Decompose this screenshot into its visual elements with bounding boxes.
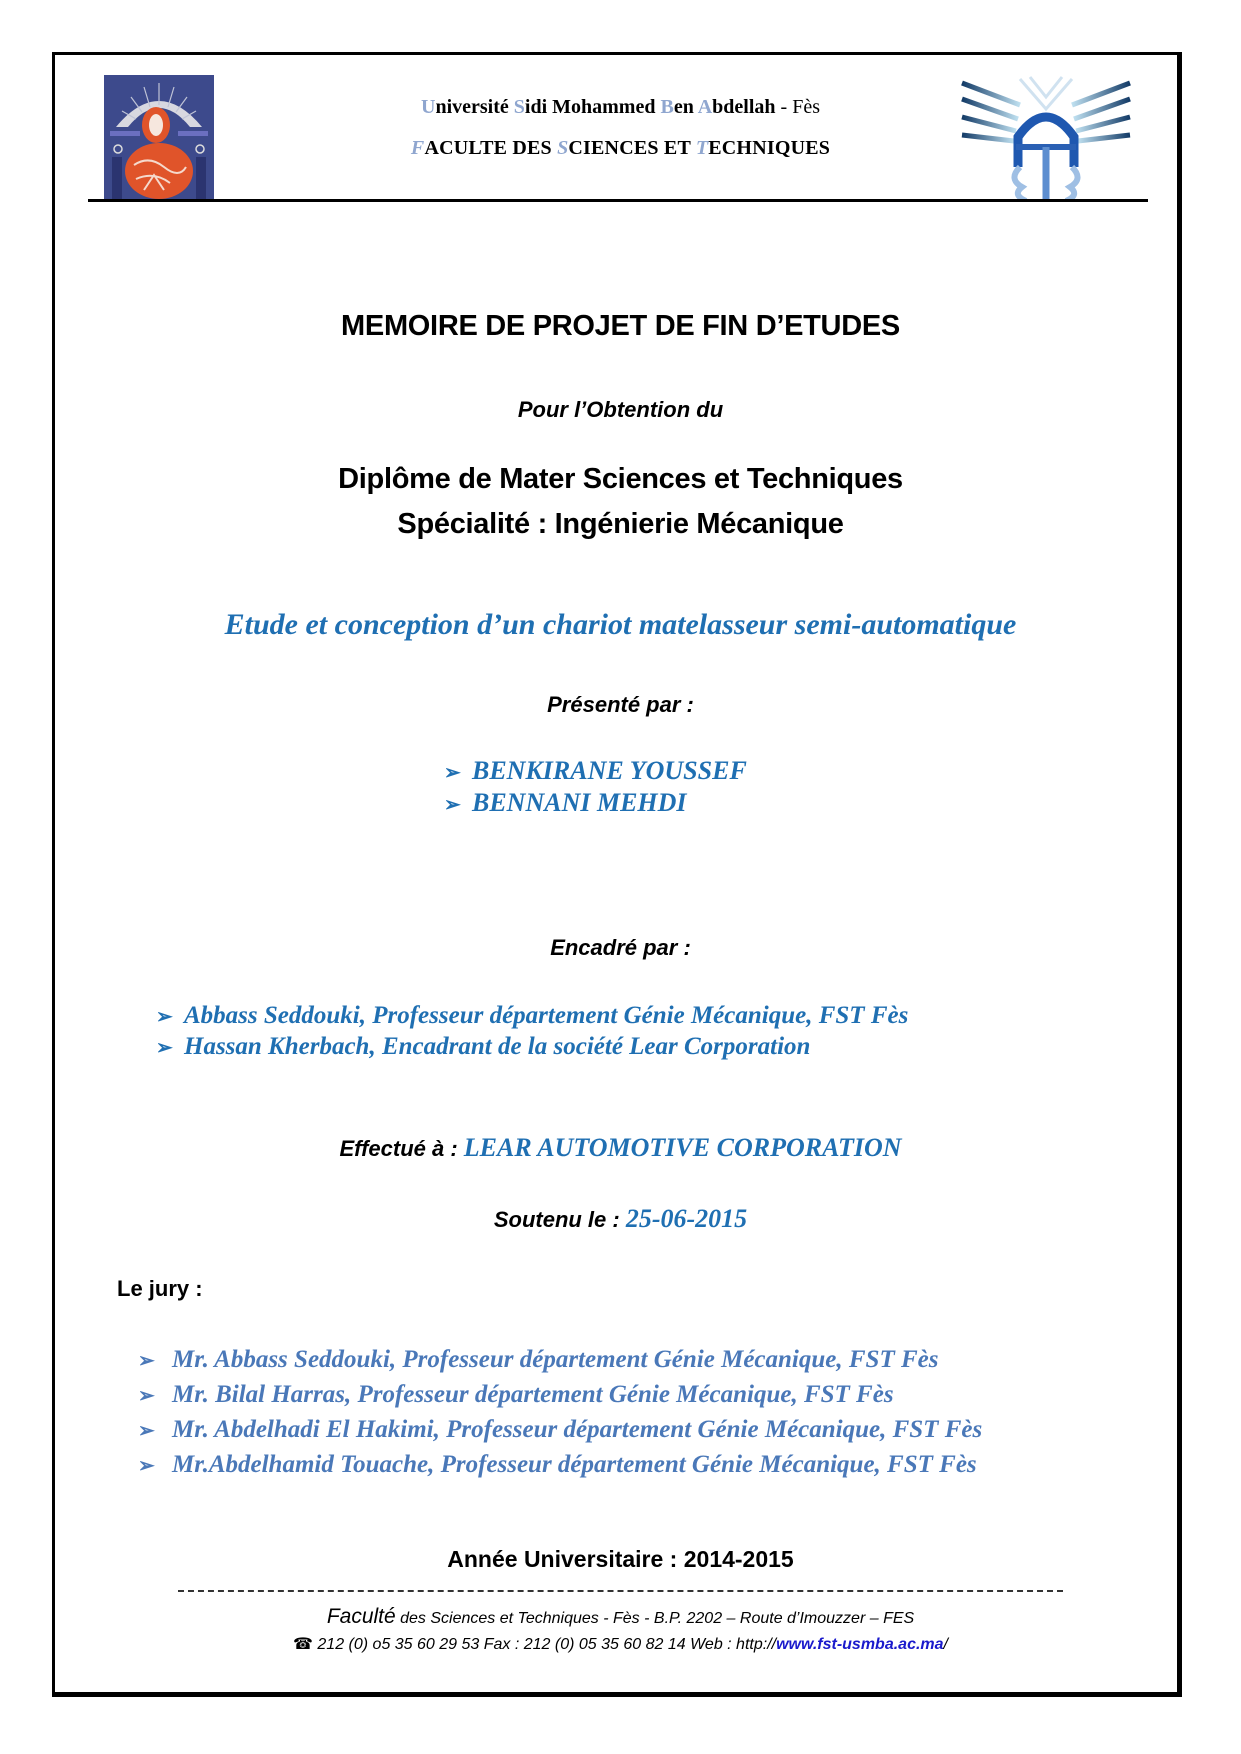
- subtitle: Pour l’Obtention du: [517, 397, 724, 422]
- arrow-bullet-icon: ➢: [156, 1037, 173, 1059]
- company-name: LEAR AUTOMOTIVE CORPORATION: [463, 1133, 902, 1162]
- jury-member: Mr. Bilal Harras, Professeur département Génie Mécanique, FST Fès: [172, 1381, 894, 1408]
- footer-address: Faculté des Sciences et Techniques - Fès - B.P. 2202 – Route d’Imouzzer – FES: [326, 1605, 915, 1628]
- footer-divider: [178, 1590, 1063, 1592]
- arrow-bullet-icon: ➢: [138, 1385, 155, 1407]
- jury-member: Mr.Abdelhamid Touache, Professeur département Génie Mécanique, FST Fès: [172, 1451, 977, 1478]
- arrow-bullet-icon: ➢: [138, 1350, 155, 1372]
- university-name: Université Sidi Mohammed Ben Abdellah - Fès: [421, 96, 820, 118]
- list-item: [138, 1378, 982, 1413]
- jury-label: Le jury :: [117, 1276, 203, 1301]
- jury-list: [138, 1343, 982, 1483]
- website-link[interactable]: www.fst-usmba.ac.ma: [776, 1636, 944, 1653]
- jury-member: Mr. Abdelhadi El Hakimi, Professeur département Génie Mécanique, FST Fès: [172, 1416, 983, 1443]
- supervisors-list: [156, 1002, 908, 1061]
- project-title: Etude et conception d’un chariot matelasseur semi-automatique: [224, 608, 1017, 641]
- performed-at: Effectué à : LEAR AUTOMOTIVE CORPORATION: [339, 1133, 902, 1162]
- list-item: [138, 1448, 982, 1483]
- header-rule: [88, 199, 1148, 202]
- footer-contact: ☎ 212 (0) o5 35 60 29 53 Fax : 212 (0) 05 35 60 82 14 Web : http://www.fst-usmba.ac.ma/: [293, 1636, 948, 1653]
- list-item: [156, 1033, 908, 1061]
- faculty-name: FACULTE DES SCIENCES ET TECHNIQUES: [410, 137, 831, 159]
- phone-icon: ☎: [293, 1636, 313, 1653]
- supervisor-name: Abbass Seddouki, Professeur département Génie Mécanique, FST Fès: [184, 1002, 909, 1029]
- arrow-bullet-icon: ➢: [444, 794, 461, 816]
- supervised-by-label: Encadré par :: [550, 935, 691, 960]
- supervisor-name: Hassan Kherbach, Encadrant de la société Lear Corporation: [184, 1033, 811, 1060]
- list-item: [156, 1002, 908, 1030]
- jury-member: Mr. Abbass Seddouki, Professeur département Génie Mécanique, FST Fès: [172, 1346, 939, 1373]
- arrow-bullet-icon: ➢: [444, 762, 461, 784]
- arrow-bullet-icon: ➢: [138, 1455, 155, 1477]
- arrow-bullet-icon: ➢: [156, 1006, 173, 1028]
- arrow-bullet-icon: ➢: [138, 1420, 155, 1442]
- academic-year: Année Universitaire : 2014-2015: [447, 1546, 794, 1572]
- document-title: MEMOIRE DE PROJET DE FIN D’ETUDES: [341, 310, 900, 342]
- defense-date: Soutenu le : 25-06-2015: [493, 1204, 748, 1233]
- list-item: [444, 756, 747, 786]
- defense-date-value: 25-06-2015: [625, 1204, 748, 1233]
- student-name: BENNANI MEHDI: [472, 788, 687, 817]
- list-item: [138, 1413, 982, 1448]
- specialty-line: Spécialité : Ingénierie Mécanique: [397, 508, 844, 540]
- list-item: [138, 1343, 982, 1378]
- diploma-line: Diplôme de Mater Sciences et Techniques: [338, 463, 903, 495]
- presented-by-label: Présenté par :: [547, 692, 694, 717]
- list-item: [444, 788, 747, 818]
- student-name: BENKIRANE YOUSSEF: [472, 756, 747, 785]
- students-list: [444, 756, 747, 818]
